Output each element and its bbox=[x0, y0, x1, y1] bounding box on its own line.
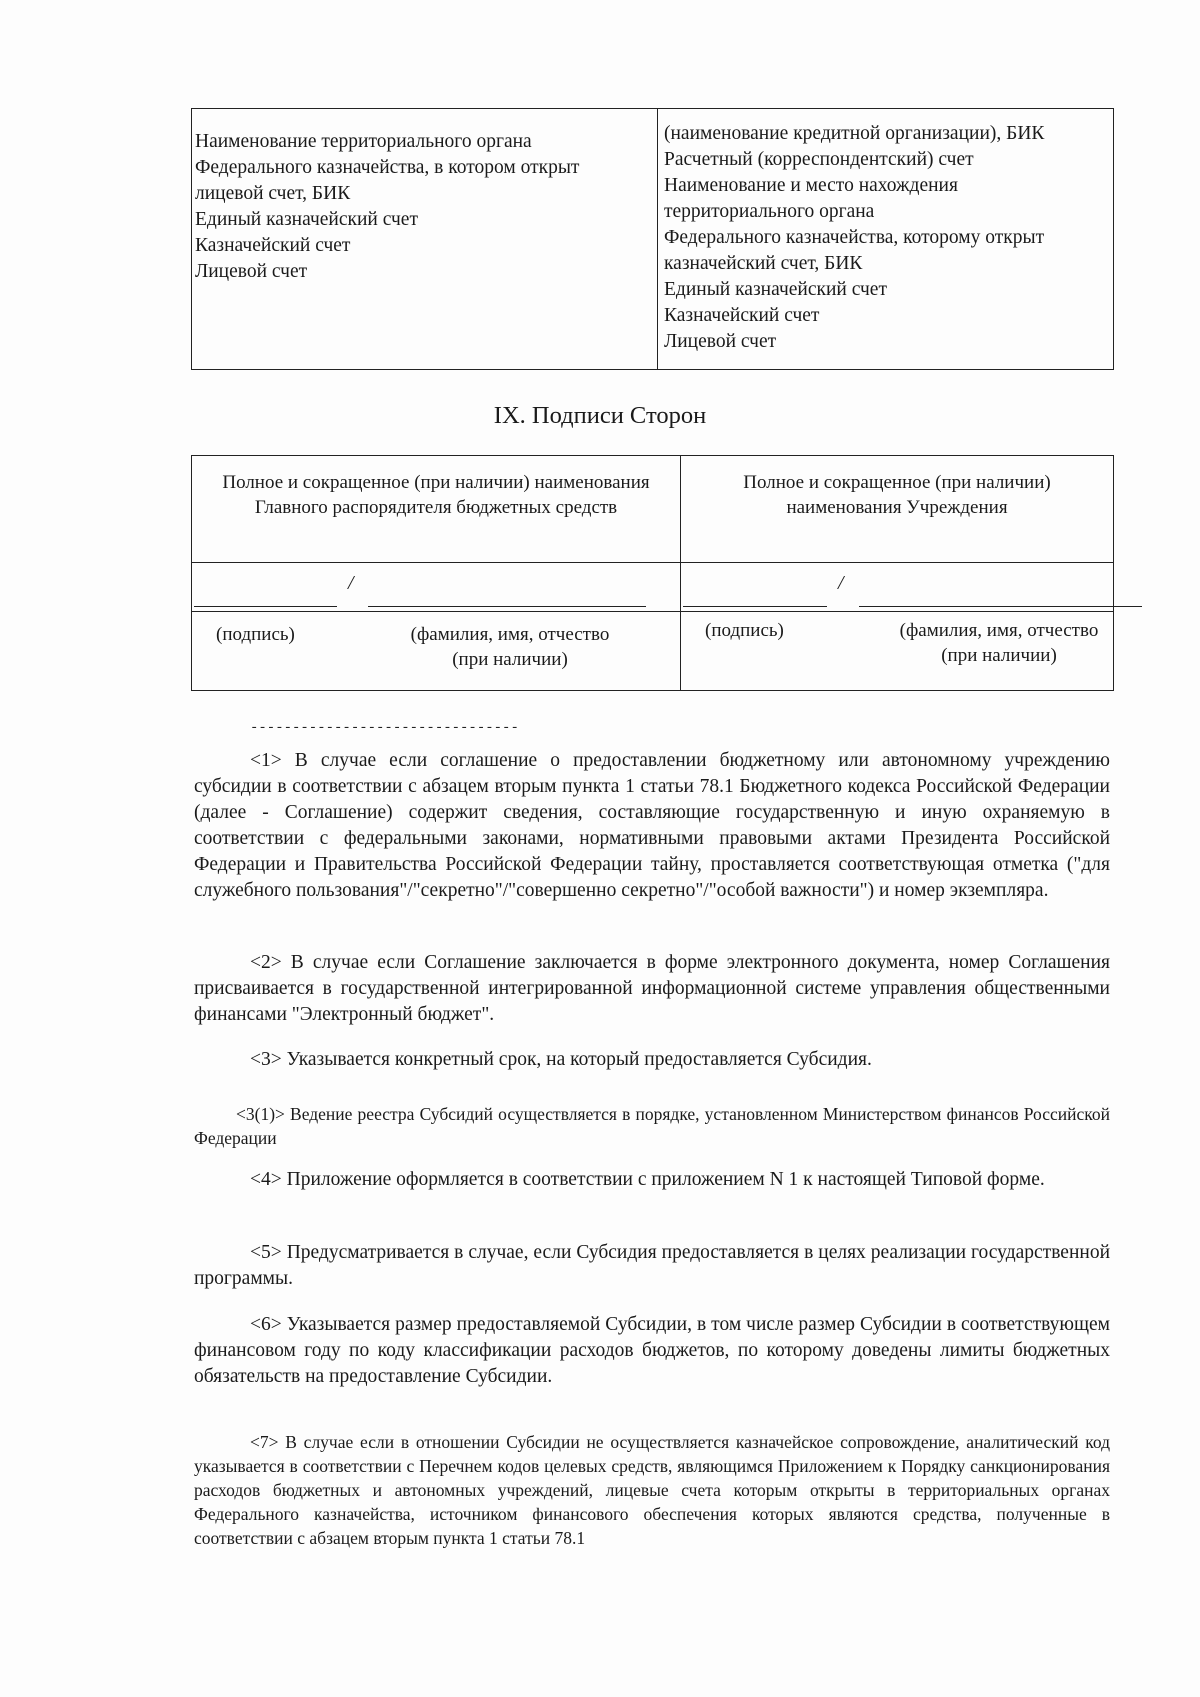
left-signature-line bbox=[194, 606, 337, 607]
left-captions-cell bbox=[192, 612, 681, 691]
bank-left-line: Казначейский счет bbox=[195, 235, 351, 256]
bank-left-line: Единый казначейский счет bbox=[195, 209, 418, 230]
footnote-separator: -------------------------------- bbox=[250, 720, 519, 736]
bank-right-line: (наименование кредитной организации), БИК bbox=[664, 123, 1045, 144]
left-name-caption-line2: (при наличии) bbox=[452, 649, 568, 670]
footnote-6-text: <6> Указывается размер предоставляемой Субсидии, в том числе размер Субсидии в соответствующем финансовом году по коду классификации расходов бюджетов, по которому доведены лимиты бюджетных обязательств на предоставление Субсидии. bbox=[194, 1314, 1110, 1387]
footnote-3-text: <3> Указывается конкретный срок, на который предоставляется Субсидия. bbox=[250, 1049, 872, 1070]
footnote-3-1 bbox=[194, 1102, 1110, 1150]
bank-left-line: Лицевой счет bbox=[195, 261, 308, 282]
bank-details-table bbox=[191, 108, 1114, 370]
footnote-5 bbox=[194, 1240, 1110, 1292]
left-name-caption-line1: (фамилия, имя, отчество bbox=[410, 624, 610, 645]
bank-right-line: Федерального казначейства, которому открыт bbox=[664, 227, 1045, 248]
bank-left-line: Наименование территориального органа bbox=[195, 131, 532, 152]
left-name-line bbox=[368, 606, 646, 607]
right-signature-slash: / bbox=[838, 572, 844, 594]
right-signature-caption: (подпись) bbox=[705, 620, 784, 641]
footnote-3-1-text: <3(1)> Ведение реестра Субсидий осуществляется в порядке, установленном Министерством финансов Российской Федерации bbox=[194, 1104, 1110, 1148]
footnote-7-text: <7> В случае если в отношении Субсидии не осуществляется казначейское сопровождение, аналитический код указывается в соответствии с Перечнем кодов целевых средств, являющимся Приложением к Порядку санкционирования расходов бюджетных и автономных учреждений, лицевые счета которым открыты в территориальных органах Федерального казначейства, источником финансового обеспечения которых являются средства, полученные в соответствии с абзацем вторым пункта 1 статьи 78.1 bbox=[194, 1432, 1110, 1548]
right-signature-cell bbox=[681, 563, 1114, 612]
bank-right-line: Лицевой счет bbox=[664, 331, 777, 352]
footnote-1 bbox=[194, 748, 1110, 904]
left-party-header: Полное и сокращенное (при наличии) наименования Главного распорядителя бюджетных средств bbox=[192, 456, 681, 563]
right-signature-line bbox=[683, 606, 827, 607]
right-captions-cell bbox=[681, 612, 1114, 691]
footnote-2 bbox=[194, 950, 1110, 1028]
right-name-caption-line1: (фамилия, имя, отчество bbox=[899, 620, 1099, 641]
signatures-header-row bbox=[192, 456, 1114, 563]
right-name-line bbox=[859, 606, 1142, 607]
bank-right-line: Расчетный (корреспондентский) счет bbox=[664, 149, 974, 170]
left-signature-slash: / bbox=[348, 572, 354, 594]
footnote-4-text: <4> Приложение оформляется в соответствии с приложением N 1 к настоящей Типовой форме. bbox=[250, 1169, 1045, 1190]
bank-left-line: Федерального казначейства, в котором открыт bbox=[195, 157, 580, 178]
right-name-caption-line2: (при наличии) bbox=[941, 645, 1057, 666]
bank-details-right-cell bbox=[658, 109, 1114, 370]
right-party-header: Полное и сокращенное (при наличии) наименования Учреждения bbox=[681, 456, 1114, 563]
bank-right-line: казначейский счет, БИК bbox=[664, 253, 863, 274]
left-signature-cell bbox=[192, 563, 681, 612]
bank-details-row bbox=[192, 109, 1114, 370]
signatures-table bbox=[191, 455, 1114, 691]
signature-lines-row bbox=[192, 563, 1114, 612]
bank-left-line: лицевой счет, БИК bbox=[195, 183, 351, 204]
footnote-5-text: <5> Предусматривается в случае, если Субсидия предоставляется в целях реализации государственной программы. bbox=[194, 1242, 1110, 1289]
section-title: IX. Подписи Сторон bbox=[493, 402, 707, 429]
footnote-4 bbox=[194, 1167, 1110, 1193]
right-name-caption bbox=[877, 618, 1121, 668]
bank-right-line: Единый казначейский счет bbox=[664, 279, 887, 300]
left-signature-caption: (подпись) bbox=[216, 624, 295, 645]
bank-right-line: Наименование и место нахождения bbox=[664, 175, 958, 196]
bank-right-line: Казначейский счет bbox=[664, 305, 820, 326]
bank-details-left-cell bbox=[192, 109, 658, 370]
footnote-7 bbox=[194, 1430, 1110, 1550]
footnote-6 bbox=[194, 1312, 1110, 1390]
signature-captions-row bbox=[192, 612, 1114, 691]
footnote-1-text: <1> В случае если соглашение о предоставлении бюджетному или автономному учреждению субсидии в соответствии с абзацем вторым пункта 1 статьи 78.1 Бюджетного кодекса Российской Федерации (далее - Соглашение) содержит сведения, составляющие государственную и иную охраняемую в соответствии с федеральными законами, нормативными правовыми актами Президента Российской Федерации и Правительства Российской Федерации тайну, проставляется соответствующая отметка ("для служебного пользования"/"секретно"/"совершенно секретно"/"особой важности") и номер экземпляра. bbox=[194, 750, 1110, 901]
left-name-caption bbox=[388, 622, 632, 672]
footnote-2-text: <2> В случае если Соглашение заключается в форме электронного документа, номер Соглашения присваивается в государственной интегрированной информационной системе управления общественными финансами "Электронный бюджет". bbox=[194, 952, 1110, 1025]
bank-right-line: территориального органа bbox=[664, 201, 875, 222]
footnote-3 bbox=[194, 1047, 1110, 1073]
